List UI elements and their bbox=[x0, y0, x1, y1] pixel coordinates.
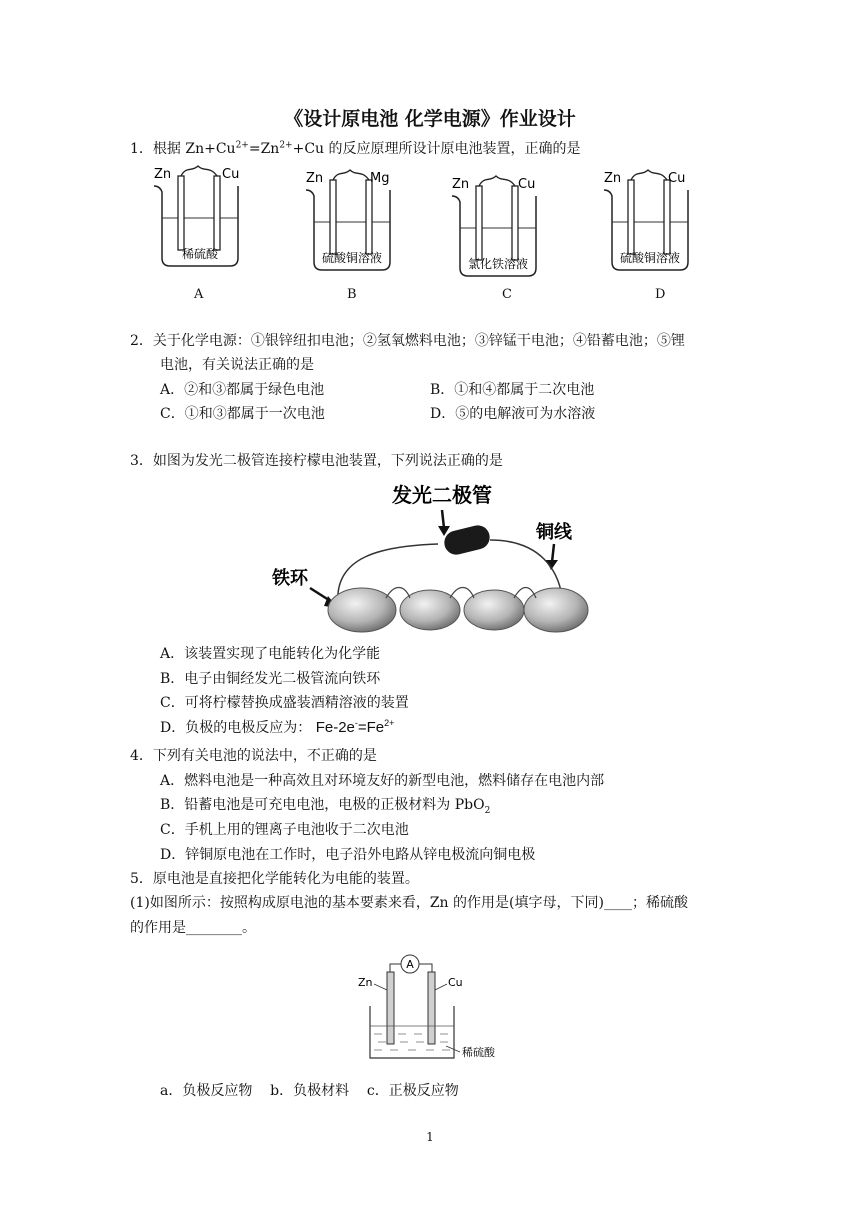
zn-cu-cell-figure bbox=[352, 946, 502, 1070]
beaker-c-right: Cu bbox=[518, 177, 536, 192]
beaker-a-right: Cu bbox=[222, 167, 240, 182]
beaker-a-figure bbox=[150, 162, 250, 272]
q3-option-d-text: D．负极的电极反应为： bbox=[160, 720, 312, 736]
page-number: 1 bbox=[426, 1130, 434, 1144]
fig-led-label: 发光二极管 bbox=[392, 483, 492, 507]
q4-option-b-text: B．铅蓄电池是可充电电池，电极的正极材料为 PbO bbox=[160, 797, 485, 813]
q1-stem-pre: 1．根据 Zn+Cu bbox=[130, 141, 236, 157]
q5-stem: 5．原电池是直接把化学能转化为电能的装置。 bbox=[130, 871, 419, 887]
q3-stem: 3．如图为发光二极管连接柠檬电池装置，下列说法正确的是 bbox=[130, 453, 503, 469]
beaker-a-left: Zn bbox=[154, 167, 172, 182]
beaker-c-solution: 氯化铁溶液 bbox=[467, 257, 529, 271]
q1-stem-mid: =Zn bbox=[248, 141, 280, 157]
beaker-b-letter: B bbox=[347, 287, 357, 302]
q4-stem: 4．下列有关电池的说法中，不正确的是 bbox=[130, 748, 377, 764]
fig-zn-label: Zn bbox=[358, 976, 373, 989]
q1-stem bbox=[130, 138, 581, 158]
q1-sup1: 2+ bbox=[235, 140, 249, 151]
q1-sup2: 2+ bbox=[279, 140, 293, 151]
q3-eq-sup2: 2+ bbox=[384, 718, 395, 728]
q5-choices: a．负极反应物 b．负极材料 c．正极反应物 bbox=[160, 1083, 459, 1099]
q4-option-c: C．手机上用的锂离子电池收于二次电池 bbox=[160, 822, 409, 838]
q4-option-d: D．锌铜原电池在工作时，电子沿外电路从锌电极流向铜电极 bbox=[160, 847, 536, 863]
fig-solution-label: 稀硫酸 bbox=[462, 1046, 495, 1059]
q2-option-a: A．②和③都属于绿色电池 bbox=[160, 382, 325, 398]
q2-option-c: C．①和③都属于一次电池 bbox=[160, 406, 325, 422]
beaker-d-solution: 硫酸铜溶液 bbox=[619, 251, 681, 265]
beaker-d-figure bbox=[600, 166, 700, 276]
beaker-a-letter: A bbox=[194, 287, 204, 302]
q3-eq-sup1: - bbox=[354, 718, 358, 728]
q5-part1-line1: (1)如图所示：按照构成原电池的基本要素来看，Zn 的作用是(填字母，下同)____；稀硫酸 bbox=[130, 895, 688, 911]
q3-option-b: B．电子由铜经发光二极管流向铁环 bbox=[160, 671, 381, 687]
q4-option-b bbox=[160, 794, 490, 814]
q2-stem-1: 2．关于化学电源：①银锌纽扣电池；②氢氧燃料电池；③锌锰干电池；④铅蓄电池；⑤锂 bbox=[130, 333, 685, 349]
beaker-d-left: Zn bbox=[604, 171, 622, 186]
q3-eq-part2: =Fe bbox=[357, 719, 385, 736]
ammeter-label: A bbox=[406, 958, 414, 971]
q5-part1-line2: 的作用是________。 bbox=[130, 920, 256, 936]
q1-stem-post: +Cu 的反应原理所设计原电池装置，正确的是 bbox=[292, 141, 581, 157]
beaker-d-right: Cu bbox=[668, 171, 686, 186]
fig-copper-label: 铜线 bbox=[536, 522, 572, 543]
fig-cu-label: Cu bbox=[448, 976, 463, 989]
q4-option-b-sub: 2 bbox=[484, 805, 491, 816]
document-title: 《设计原电池 化学电源》作业设计 bbox=[284, 108, 576, 130]
q2-stem-2: 电池，有关说法正确的是 bbox=[160, 357, 314, 373]
beaker-b-left: Zn bbox=[306, 171, 324, 186]
q3-option-a: A．该装置实现了电能转化为化学能 bbox=[160, 646, 381, 662]
q3-option-d-equation bbox=[316, 719, 395, 736]
beaker-c-left: Zn bbox=[452, 177, 470, 192]
beaker-c-letter: C bbox=[502, 287, 512, 302]
q3-option-c: C．可将柠檬替换成盛装酒精溶液的装置 bbox=[160, 695, 409, 711]
q3-eq-part1: Fe-2e bbox=[315, 719, 355, 736]
beaker-b-right: Mg bbox=[370, 171, 390, 186]
beaker-c-figure bbox=[448, 172, 548, 282]
q3-option-d bbox=[160, 717, 394, 737]
q2-option-b: B．①和④都属于二次电池 bbox=[430, 382, 595, 398]
q4-option-a: A．燃料电池是一种高效且对环境友好的新型电池，燃料储存在电池内部 bbox=[160, 773, 605, 789]
lemon-battery-figure bbox=[262, 476, 592, 636]
beaker-a-solution: 稀硫酸 bbox=[181, 247, 219, 261]
fig-iron-label: 铁环 bbox=[272, 568, 308, 589]
beaker-b-solution: 硫酸铜溶液 bbox=[321, 251, 383, 265]
q2-option-d: D．⑤的电解液可为水溶液 bbox=[430, 406, 596, 422]
beaker-b-figure bbox=[302, 166, 402, 276]
beaker-d-letter: D bbox=[655, 287, 666, 302]
